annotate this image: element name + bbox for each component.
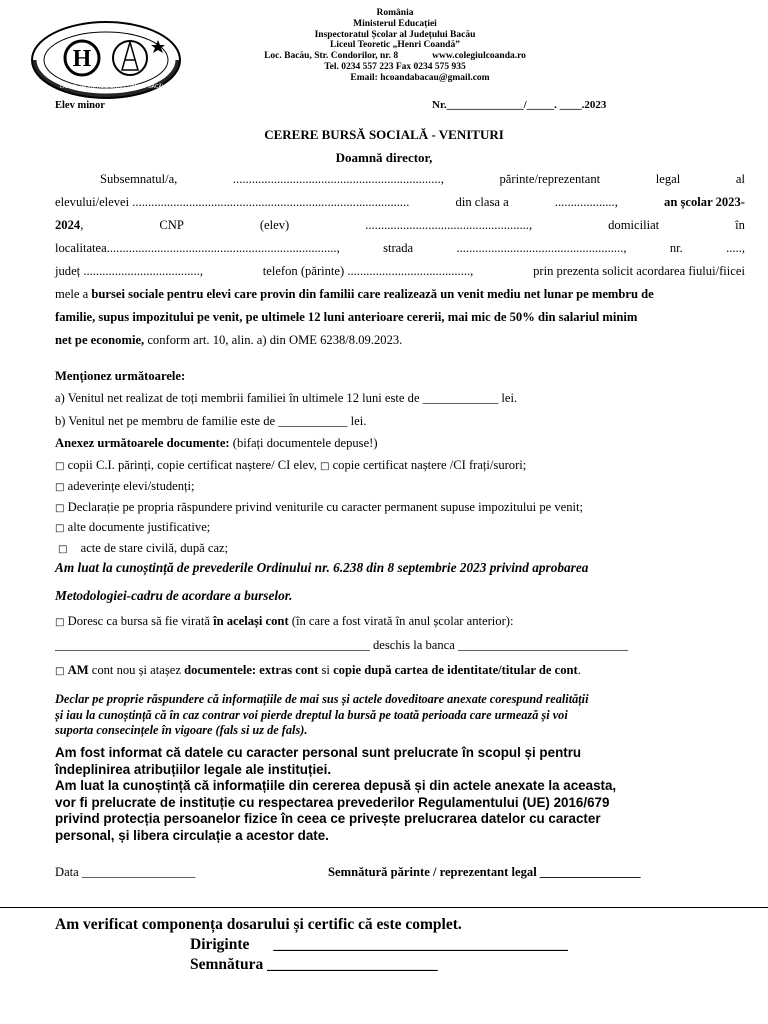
bank-new-account[interactable]: □ AM cont nou și atașez documentele: extras cont si copie după cartea de identitate/titular de cont. bbox=[55, 663, 581, 677]
doc-item-2[interactable]: □ adeverințe elevi/studenți; bbox=[55, 479, 195, 493]
body-paragraph bbox=[55, 172, 745, 356]
checkbox-icon[interactable]: □ bbox=[55, 617, 65, 628]
body-line-2: elevului/elevei ........................................................................................ din clasa a ..................., an școlar 2023- bbox=[55, 195, 745, 209]
school-logo bbox=[30, 20, 182, 100]
doc-item-5[interactable]: □ acte de stare civilă, după caz; bbox=[58, 541, 229, 555]
checkbox-icon[interactable]: □ bbox=[55, 666, 65, 677]
logo-text: LICEUL TEORETIC „HENRI COANDĂ” BACĂU bbox=[60, 84, 166, 90]
doc-item-3[interactable]: □ Declarație pe propria răspundere privind veniturile cu caracter permanent supuse impozitului pe venit; bbox=[55, 500, 584, 514]
separator-line bbox=[0, 907, 768, 908]
gdpr-notice: Am fost informat că datele cu caracter personal sunt prelucrate în scopul și pentru îndeplinirea atribuțiilor legale ale instituției. Am luat la cunoștință că informațiile din cererea depusă și din actele anexate la aceasta, vor fi prelucrate de instituție cu respectarea prevederilor Regulamentului (UE) 2016/679 privind protecția persoanelor fizice în ceea ce privește prelucrarea datelor cu caracter personal, și libera circulație a acestor date. bbox=[55, 745, 617, 843]
bank-name-field[interactable]: ___________________________ bbox=[457, 638, 628, 652]
body-line-4: localitatea........................................................................., strada ....................................................., nr. ....., bbox=[55, 241, 745, 255]
header-ministry: Ministerul Educației bbox=[353, 18, 437, 29]
bank-account-line: __________________________________________________ deschis la banca ___________________________ bbox=[55, 638, 628, 652]
salutation: Doamnă director, bbox=[335, 150, 433, 165]
ack-line-2: Metodologiei-cadru de acordare a burselor. bbox=[55, 588, 293, 603]
checkbox-icon[interactable]: □ bbox=[55, 523, 65, 534]
account-field[interactable]: __________________________________________________ bbox=[55, 638, 370, 652]
checkbox-icon[interactable]: □ bbox=[319, 461, 330, 472]
header-phone: Tel. 0234 557 223 Fax 0234 575 935 bbox=[324, 61, 466, 72]
svg-text:H: H bbox=[72, 46, 92, 72]
parent-signature-field[interactable]: Semnătură părinte / reprezentant legal ________________ bbox=[328, 865, 641, 879]
teacher-signature-label: Semnătura bbox=[190, 956, 264, 973]
ack-line-1: Am luat la cunoștință de prevederile Ordinului nr. 6.238 din 8 septembrie 2023 privind aprobarea bbox=[55, 560, 589, 575]
student-type: Elev minor bbox=[55, 100, 105, 111]
checkbox-icon[interactable]: □ bbox=[55, 482, 65, 493]
teacher-field[interactable]: ______________________________________ bbox=[273, 936, 568, 953]
body-line-6: mele a bursei sociale pentru elevi care provin din familii care realizează un venit mediu net lunar pe membru de bbox=[55, 287, 654, 301]
mentions-heading: Menționez următoarele: bbox=[55, 369, 186, 383]
teacher-signature-field[interactable]: ______________________ bbox=[267, 956, 438, 973]
header-country: România bbox=[376, 8, 414, 18]
checkbox-icon[interactable]: □ bbox=[58, 544, 68, 555]
body-line-1: Subsemnatul/a, .................................................................., părinte/reprezentant legal al bbox=[100, 172, 745, 186]
header-school: Liceul Teoretic „Henri Coandă” bbox=[330, 40, 460, 51]
verification-statement: Am verificat componența dosarului și certific că este complet. bbox=[55, 916, 462, 933]
doc-item-4[interactable]: □ alte documente justificative; bbox=[55, 520, 211, 534]
date-field[interactable]: Data __________________ bbox=[55, 865, 196, 879]
doc-item-1[interactable]: □ copii C.I. părinți, copie certificat naștere/ CI elev, □ copie certificat naștere /CI frați/surori; bbox=[55, 458, 527, 472]
teacher-label: Diriginte bbox=[190, 936, 250, 953]
body-line-8: net pe economie, conform art. 10, alin. a) din OME 6238/8.09.2023. bbox=[55, 333, 403, 347]
documents-note: (bifați documentele depuse!) bbox=[229, 436, 378, 450]
header-address: Loc. Bacău, Str. Condorilor, nr. 8 bbox=[264, 51, 399, 62]
checkbox-icon[interactable]: □ bbox=[55, 503, 65, 514]
header-website: www.colegiulcoanda.ro bbox=[432, 51, 526, 62]
bank-same-account[interactable]: □ Doresc ca bursa să fie virată în același cont (în care a fost virată în anul școlar anterior): bbox=[55, 614, 514, 628]
header-inspectorate: Inspectoratul Școlar al Județului Bacău bbox=[314, 29, 476, 40]
header-email: Email: hcoandabacau@gmail.com bbox=[350, 72, 490, 83]
documents-heading: Anexez următoarele documente: bbox=[55, 436, 230, 450]
body-line-7: familie, supus impozitului pe venit, pe ultimele 12 luni anterioare cererii, mai mic de 50% din salariul minim bbox=[55, 310, 638, 324]
mention-a: a) Venitul net realizat de toți membrii familiei în ultimele 12 luni este de ____________ lei. bbox=[55, 391, 518, 405]
page-title: CERERE BURSĂ SOCIALĂ - VENITURI bbox=[264, 127, 504, 142]
checkbox-icon[interactable]: □ bbox=[55, 461, 65, 472]
body-line-3: 2024, CNP (elev) ...................................................., domiciliat în bbox=[55, 218, 745, 232]
body-line-5: județ ....................................., telefon (părinte) ......................................., prin prezenta solicit acordarea fiului/fiicei bbox=[55, 264, 745, 278]
number-field: Nr.______________/_____. ____.2023 bbox=[432, 99, 607, 111]
declaration: Declar pe proprie răspundere că informațiile de mai sus și actele doveditoare anexate corespund realității și iau la cunoștință că în caz contrar voi pierde dreptul la bursă pe toată perioada care urmează și voi suporta consecințele în vigoare (fals si uz de fals). bbox=[55, 692, 589, 737]
mention-b: b) Venitul net pe membru de familie este de ___________ lei. bbox=[55, 414, 367, 428]
